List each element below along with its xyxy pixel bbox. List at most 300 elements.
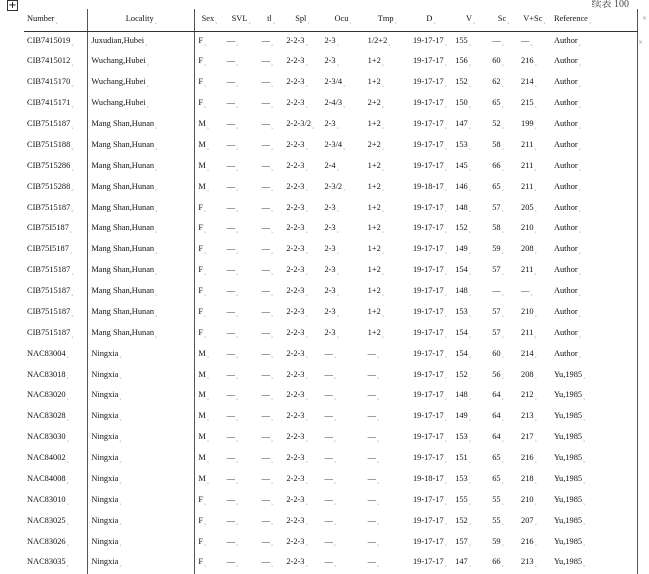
cell-tmp: $1+2_{_x}$ [367,119,384,131]
cell-sc: $56_{_x}$ [492,369,504,382]
cell-v: $155_{_x}$ [455,35,471,48]
cell-number: $NAC83020_{_x}$ [24,386,88,407]
cell-sex: $F_{_x}$ [198,223,207,236]
cell-v-plus-sc: $211_{_x}$ [521,181,537,194]
cell-locality: Mang Shan,Hunan$_{_x}$ [88,156,195,177]
cell-d: $19-17-17_{_x}$ [412,56,447,69]
cell-locality: Mang Shan,Hunan$_{_x}$ [88,115,195,136]
cell-reference: $Yu,1985_{_x}$ [551,553,638,574]
cell-locality: Ningxia$_{_x}$ [88,449,195,470]
col-header-v-plus-sc: $V+Sc_{_x}$ [518,9,551,31]
cell-svl: $—_{_x}$ [226,432,239,444]
cell-v: $152_{_x}$ [455,77,471,90]
cell-sc: $55_{_x}$ [492,494,504,507]
cell-ocu: $2-3/4_{_x}$ [324,139,346,152]
cell-sc: $57_{_x}$ [492,327,504,340]
cell-sex: $F_{_x}$ [198,515,207,528]
cell-ocu: $2-3_{_x}$ [324,119,339,131]
cell-locality: Mang Shan,Hunan$_{_x}$ [88,240,195,261]
cell-v-plus-sc: $207_{_x}$ [521,515,537,528]
cell-d: $19-17-17_{_x}$ [412,244,447,257]
cell-sc: $—_{_x}$ [492,286,504,298]
cell-tmp: $1+2_{_x}$ [367,286,384,298]
cell-tmp: $—_{_x}$ [367,536,380,549]
cell-d: $19-17-17_{_x}$ [412,223,447,236]
cell-number: $CIB75I5187_{_x}$ [24,219,88,240]
cell-sc: $64_{_x}$ [492,390,504,403]
table-row [24,115,638,136]
cell-locality: Ningxia$_{_x}$ [88,407,195,428]
cell-tl: $—_{_x}$ [261,139,274,152]
cell-sc: $62_{_x}$ [492,77,504,90]
table-row [24,449,638,470]
cell-v: $154_{_x}$ [455,348,471,361]
cell-spl: $2-2-3_{_x}$ [286,77,308,90]
cell-d: $19-17-17_{_x}$ [412,453,447,465]
cell-sc: $57_{_x}$ [492,265,504,277]
cell-ocu: $—_{_x}$ [324,348,337,361]
cell-tmp: $—_{_x}$ [367,494,380,507]
cell-v-plus-sc: $210_{_x}$ [521,223,537,236]
cell-locality: Ningxia$_{_x}$ [88,365,195,386]
cell-v-plus-sc: $216_{_x}$ [521,453,537,465]
cell-v: $150_{_x}$ [455,98,471,110]
cell-v-plus-sc: $213_{_x}$ [521,557,537,570]
cell-number: $CIB7415019_{_x}$ [24,31,88,52]
cell-locality: Ningxia$_{_x}$ [88,553,195,574]
cell-d: $19-17-17_{_x}$ [412,286,447,298]
cell-number: $CIB7515288_{_x}$ [24,177,88,198]
cell-v-plus-sc: $212_{_x}$ [521,390,537,403]
cell-tl: $—_{_x}$ [261,390,274,403]
page-header-text: 续表 100 [591,0,629,10]
col-header-number: Number$_{_x}$ [24,9,88,31]
cell-svl: $—_{_x}$ [226,494,239,507]
cell-sc: $59_{_x}$ [492,244,504,257]
cell-number: $NAC83004_{_x}$ [24,344,88,365]
cell-d: $19-17-17_{_x}$ [412,327,447,340]
cell-tmp: $2+2_{_x}$ [367,139,384,152]
table-row [24,94,638,115]
cell-spl: $2-2-3_{_x}$ [286,369,308,382]
cell-reference: $Yu,1985_{_x}$ [551,407,638,428]
cell-ocu: $—_{_x}$ [324,494,337,507]
cell-spl: $2-2-3_{_x}$ [286,244,308,257]
cell-v-plus-sc: $211_{_x}$ [521,265,537,277]
cell-v-plus-sc: $210_{_x}$ [521,494,537,507]
cell-svl: $—_{_x}$ [226,286,239,298]
cell-tmp: $1+2_{_x}$ [367,265,384,277]
data-table [24,9,638,574]
table-row [24,323,638,344]
cell-v: $155_{_x}$ [455,494,471,507]
cell-sc: $58_{_x}$ [492,139,504,152]
table-row [24,553,638,574]
table-row [24,365,638,386]
cell-svl: $—_{_x}$ [226,223,239,236]
cell-ocu: $2-4/3_{_x}$ [324,98,346,110]
cell-v-plus-sc: $210_{_x}$ [521,306,537,319]
cell-d: $19-17-17_{_x}$ [412,265,447,277]
cell-number: $CIB7515187_{_x}$ [24,198,88,219]
cell-v: $152_{_x}$ [455,369,471,382]
cell-ocu: $2-3_{_x}$ [324,327,339,340]
cell-locality: Ningxia$_{_x}$ [88,511,195,532]
cell-sex: $F_{_x}$ [198,244,207,257]
cell-sex: $F_{_x}$ [198,494,207,507]
cell-spl: $2-2-3_{_x}$ [286,202,308,215]
cell-d: $19-17-17_{_x}$ [412,202,447,215]
cell-svl: $—_{_x}$ [226,139,239,152]
cell-tmp: $1+2_{_x}$ [367,77,384,90]
cell-number: $CIB7515187_{_x}$ [24,115,88,136]
cell-d: $19-18-17_{_x}$ [412,473,447,486]
cell-svl: $—_{_x}$ [226,306,239,319]
cell-reference: Author$_{_x}$ [551,344,638,365]
cell-reference: $Yu,1985_{_x}$ [551,449,638,470]
cell-sc: $66_{_x}$ [492,160,504,173]
cell-spl: $2-2-3_{_x}$ [286,181,308,194]
cell-number: $CIB7515286_{_x}$ [24,156,88,177]
cell-spl: $2-2-3_{_x}$ [286,286,308,298]
cell-tmp: $—_{_x}$ [367,453,380,465]
cell-tmp: $—_{_x}$ [367,411,380,424]
cell-ocu: $2-4_{_x}$ [324,160,339,173]
cell-tmp: $1+2_{_x}$ [367,306,384,319]
table-row [24,177,638,198]
cell-ocu: $2-3_{_x}$ [324,202,339,215]
cell-reference: $Yu,1985_{_x}$ [551,469,638,490]
cell-v: $148_{_x}$ [455,286,471,298]
cell-svl: $—_{_x}$ [226,369,239,382]
cell-v-plus-sc: $208_{_x}$ [521,369,537,382]
cell-spl: $2-2-3_{_x}$ [286,557,308,570]
col-header-tmp: Tmp$_{_x}$ [365,9,410,31]
cell-tl: $—_{_x}$ [261,265,274,277]
cell-tmp: $1+2_{_x}$ [367,327,384,340]
cell-sex: $F_{_x}$ [198,35,207,48]
cell-v-plus-sc: $—_{_x}$ [521,286,533,298]
cell-sc: $60_{_x}$ [492,348,504,361]
table-row [24,240,638,261]
col-header-v: $V_{_x}$ [452,9,489,31]
cell-v: $152_{_x}$ [455,515,471,528]
cell-v-plus-sc: $208_{_x}$ [521,244,537,257]
cell-d: $19-17-17_{_x}$ [412,139,447,152]
cell-ocu: $2-3_{_x}$ [324,306,339,319]
cell-tl: $—_{_x}$ [261,494,274,507]
cell-locality: Wuchang,Hubei$_{_x}$ [88,52,195,73]
table-move-handle[interactable]: + [8,0,17,11]
cell-svl: $—_{_x}$ [226,35,239,48]
cell-locality: Mang Shan,Hunan$_{_x}$ [88,261,195,282]
cell-svl: $—_{_x}$ [226,515,239,528]
cell-spl: $2-2-3_{_x}$ [286,536,308,549]
cell-locality: Mang Shan,Hunan$_{_x}$ [88,323,195,344]
row-end-marker: × [642,15,648,22]
cell-sc: $60_{_x}$ [492,56,504,69]
cell-v: $145_{_x}$ [455,160,471,173]
cell-ocu: $2-3/4_{_x}$ [324,77,346,90]
cell-locality: Ningxia$_{_x}$ [88,344,195,365]
cell-v: $151_{_x}$ [455,453,471,465]
cell-spl: $2-2-3_{_x}$ [286,390,308,403]
cell-v-plus-sc: $211_{_x}$ [521,327,537,340]
cell-svl: $—_{_x}$ [226,77,239,90]
cell-reference: $Yu,1985_{_x}$ [551,365,638,386]
cell-number: $CIB7515188_{_x}$ [24,135,88,156]
cell-v-plus-sc: $216_{_x}$ [521,56,537,69]
cell-tmp: $1+2_{_x}$ [367,223,384,236]
cell-number: $CIB7415012_{_x}$ [24,52,88,73]
cell-v-plus-sc: $—_{_x}$ [521,35,533,48]
cell-reference: Author$_{_x}$ [551,302,638,323]
cell-v: $146_{_x}$ [455,181,471,194]
cell-tl: $—_{_x}$ [261,223,274,236]
cell-sex: $M_{_x}$ [198,473,210,486]
cell-d: $19-17-17_{_x}$ [412,411,447,424]
cell-ocu: $2-3_{_x}$ [324,223,339,236]
cell-ocu: $—_{_x}$ [324,369,337,382]
row-end-marker: × [638,39,644,46]
cell-reference: Author$_{_x}$ [551,240,638,261]
cell-reference: Author$_{_x}$ [551,31,638,52]
cell-number: $CIB7515187_{_x}$ [24,282,88,303]
cell-ocu: $2-3_{_x}$ [324,265,339,277]
cell-tl: $—_{_x}$ [261,35,274,48]
cell-v-plus-sc: $199_{_x}$ [521,119,537,131]
cell-tmp: $—_{_x}$ [367,390,380,403]
col-header-sc: $Sc_{_x}$ [489,9,518,31]
cell-locality: Mang Shan,Hunan$_{_x}$ [88,282,195,303]
cell-sc: $55_{_x}$ [492,515,504,528]
cell-number: $NAC84002_{_x}$ [24,449,88,470]
cell-svl: $—_{_x}$ [226,348,239,361]
cell-tmp: $—_{_x}$ [367,348,380,361]
col-header-reference: Reference$_{_x}$ [551,9,638,31]
cell-spl: $2-2-3_{_x}$ [286,35,308,48]
cell-ocu: $—_{_x}$ [324,390,337,403]
cell-spl: $2-2-3_{_x}$ [286,56,308,69]
cell-sex: $F_{_x}$ [198,202,207,215]
cell-spl: $2-2-3_{_x}$ [286,98,308,110]
cell-ocu: $—_{_x}$ [324,453,337,465]
cell-tl: $—_{_x}$ [261,327,274,340]
cell-number: $NAC83026_{_x}$ [24,532,88,553]
cell-ocu: $2-3_{_x}$ [324,56,339,69]
cell-svl: $—_{_x}$ [226,557,239,570]
cell-v-plus-sc: $218_{_x}$ [521,473,537,486]
cell-svl: $—_{_x}$ [226,181,239,194]
cell-reference: Author$_{_x}$ [551,323,638,344]
cell-ocu: $—_{_x}$ [324,536,337,549]
cell-tl: $—_{_x}$ [261,369,274,382]
cell-v: $147_{_x}$ [455,119,471,131]
cell-v: $153_{_x}$ [455,306,471,319]
table-row [24,386,638,407]
cell-svl: $—_{_x}$ [226,265,239,277]
cell-tmp: $1/2+2_{_x}$ [367,35,391,48]
cell-v: $153_{_x}$ [455,139,471,152]
cell-v: $149_{_x}$ [455,244,471,257]
cell-sc: $65_{_x}$ [492,453,504,465]
cell-locality: Mang Shan,Hunan$_{_x}$ [88,198,195,219]
cell-v: $153_{_x}$ [455,432,471,444]
cell-tl: $—_{_x}$ [261,473,274,486]
cell-tl: $—_{_x}$ [261,453,274,465]
cell-tl: $—_{_x}$ [261,348,274,361]
cell-d: $19-17-17_{_x}$ [412,160,447,173]
cell-spl: $2-2-3_{_x}$ [286,139,308,152]
cell-sex: $M_{_x}$ [198,160,210,173]
cell-v: $156_{_x}$ [455,56,471,69]
cell-ocu: $—_{_x}$ [324,473,337,486]
cell-number: $CIB7515187_{_x}$ [24,323,88,344]
cell-number: $NAC83025_{_x}$ [24,511,88,532]
cell-v-plus-sc: $205_{_x}$ [521,202,537,215]
col-header-tl: $tl_{_x}$ [259,9,284,31]
cell-number: $NAC83030_{_x}$ [24,428,88,449]
cell-d: $19-17-17_{_x}$ [412,306,447,319]
cell-reference: Author$_{_x}$ [551,135,638,156]
cell-reference: Author$_{_x}$ [551,177,638,198]
cell-sc: $65_{_x}$ [492,98,504,110]
cell-spl: $2-2-3_{_x}$ [286,453,308,465]
cell-svl: $—_{_x}$ [226,473,239,486]
cell-reference: $Yu,1985_{_x}$ [551,386,638,407]
table-row [24,73,638,94]
col-header-sex: Sex$_{_x}$ [195,9,224,31]
cell-sex: $M_{_x}$ [198,369,210,382]
cell-sc: $65_{_x}$ [492,181,504,194]
cell-sc: $65_{_x}$ [492,473,504,486]
col-header-spl: Spl$_{_x}$ [283,9,321,31]
cell-locality: Ningxia$_{_x}$ [88,386,195,407]
cell-sex: $F_{_x}$ [198,536,207,549]
table-row [24,469,638,490]
cell-sex: $F_{_x}$ [198,98,207,110]
cell-d: $19-17-17_{_x}$ [412,35,447,48]
cell-tl: $—_{_x}$ [261,536,274,549]
cell-sex: $F_{_x}$ [198,265,207,277]
cell-reference: $Yu,1985_{_x}$ [551,511,638,532]
cell-number: $NAC83018_{_x}$ [24,365,88,386]
cell-spl: $2-2-3_{_x}$ [286,494,308,507]
cell-reference: Author$_{_x}$ [551,282,638,303]
cell-locality: Wuchang,Hubei$_{_x}$ [88,73,195,94]
cell-d: $19-17-17_{_x}$ [412,348,447,361]
cell-d: $19-17-17_{_x}$ [412,557,447,570]
cell-spl: $2-2-3_{_x}$ [286,411,308,424]
cell-reference: $Yu,1985_{_x}$ [551,532,638,553]
cell-v: $157_{_x}$ [455,536,471,549]
cell-sc: $64_{_x}$ [492,411,504,424]
cell-v-plus-sc: $217_{_x}$ [521,432,537,444]
cell-d: $19-17-17_{_x}$ [412,77,447,90]
cell-locality: Ningxia$_{_x}$ [88,532,195,553]
cell-reference: Author$_{_x}$ [551,73,638,94]
cell-spl: $2-2-3_{_x}$ [286,432,308,444]
cell-ocu: $—_{_x}$ [324,432,337,444]
cell-svl: $—_{_x}$ [226,327,239,340]
cell-d: $19-17-17_{_x}$ [412,494,447,507]
cell-tmp: $—_{_x}$ [367,515,380,528]
cell-v: $148_{_x}$ [455,390,471,403]
cell-sex: $F_{_x}$ [198,327,207,340]
cell-tl: $—_{_x}$ [261,515,274,528]
cell-svl: $—_{_x}$ [226,98,239,110]
table-row [24,344,638,365]
table-row [24,532,638,553]
cell-svl: $—_{_x}$ [226,160,239,173]
cell-svl: $—_{_x}$ [226,119,239,131]
table-row [24,52,638,73]
cell-ocu: $2-3_{_x}$ [324,286,339,298]
cell-tl: $—_{_x}$ [261,557,274,570]
cell-d: $19-17-17_{_x}$ [412,432,447,444]
cell-number: $CIB75I5187_{_x}$ [24,240,88,261]
cell-v: $153_{_x}$ [455,473,471,486]
cell-d: $19-17-17_{_x}$ [412,515,447,528]
cell-number: $NAC83035_{_x}$ [24,553,88,574]
cell-reference: Author$_{_x}$ [551,94,638,115]
col-header-d: $D_{_x}$ [410,9,452,31]
cell-v: $148_{_x}$ [455,202,471,215]
cell-reference: Author$_{_x}$ [551,198,638,219]
cell-reference: Author$_{_x}$ [551,219,638,240]
cell-svl: $—_{_x}$ [226,453,239,465]
cell-spl: $2-2-3_{_x}$ [286,348,308,361]
cell-d: $19-17-17_{_x}$ [412,119,447,131]
cell-sc: $52_{_x}$ [492,119,504,131]
cell-sex: $F_{_x}$ [198,306,207,319]
header-row [24,9,638,31]
cell-sc: $58_{_x}$ [492,223,504,236]
cell-d: $19-17-17_{_x}$ [412,390,447,403]
cell-tmp: $—_{_x}$ [367,473,380,486]
cell-v-plus-sc: $213_{_x}$ [521,411,537,424]
cell-locality: Juxudian,Hubei$_{_x}$ [88,31,195,52]
cell-sex: $M_{_x}$ [198,348,210,361]
col-header-ocu: Ocu$_{_x}$ [321,9,364,31]
cell-tl: $—_{_x}$ [261,56,274,69]
cell-d: $19-17-17_{_x}$ [412,369,447,382]
cell-svl: $—_{_x}$ [226,536,239,549]
cell-tl: $—_{_x}$ [261,432,274,444]
cell-sc: $59_{_x}$ [492,536,504,549]
cell-tl: $—_{_x}$ [261,119,274,131]
cell-v-plus-sc: $215_{_x}$ [521,98,537,110]
cell-spl: $2-2-3/2_{_x}$ [286,119,315,131]
cell-tl: $—_{_x}$ [261,244,274,257]
cell-ocu: $—_{_x}$ [324,557,337,570]
cell-spl: $2-2-3_{_x}$ [286,327,308,340]
cell-v-plus-sc: $211_{_x}$ [521,160,537,173]
cell-number: $CIB7415170_{_x}$ [24,73,88,94]
cell-spl: $2-2-3_{_x}$ [286,160,308,173]
table-row [24,156,638,177]
table-body [24,31,638,574]
cell-spl: $2-2-3_{_x}$ [286,515,308,528]
cell-v: $152_{_x}$ [455,223,471,236]
cell-sex: $M_{_x}$ [198,390,210,403]
table-row [24,302,638,323]
cell-v-plus-sc: $216_{_x}$ [521,536,537,549]
cell-tl: $—_{_x}$ [261,411,274,424]
cell-sex: $M_{_x}$ [198,119,210,131]
cell-spl: $2-2-3_{_x}$ [286,473,308,486]
cell-tmp: $—_{_x}$ [367,369,380,382]
